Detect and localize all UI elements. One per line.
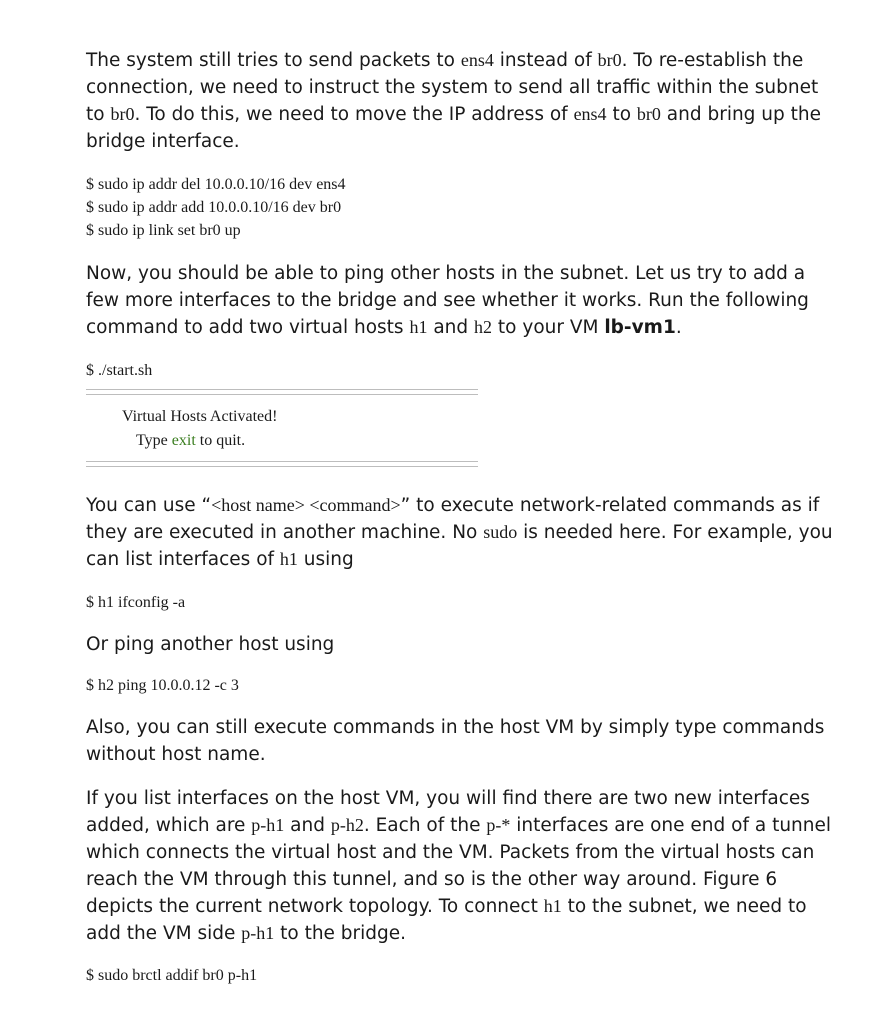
paragraph-host-commands: You can use “<host name> <command>” to execute network-related commands as if they are executed in another machine. No sudo is needed here. For example, you can list interfaces of h1 using: [86, 495, 833, 570]
inline-code: ens4: [573, 104, 607, 124]
inline-code: p-h1: [241, 923, 275, 943]
code-line: $ ./start.sh: [86, 362, 153, 379]
paragraph-tunnel: If you list interfaces on the host VM, you will find there are two new interfaces added, which are p-h1 and p-h2. Each of the p-* interfaces are one end of a tunnel which connects the virtual host and the VM. Packets from the virtual hosts can reach the VM through this tunnel, and so is the other way around. Figure 6 depicts the current network topology. To connect h1 to the subnet, we need to add the VM side p-h1 to the bridge.: [86, 788, 832, 944]
inline-code: h1: [279, 549, 298, 569]
inline-code: br0: [110, 104, 135, 124]
paragraph-bridge-intro: The system still tries to send packets to ens4 instead of br0. To re-establish the connection, we need to instruct the system to send all traffic within the subnet to br0. To do this, we need to move the IP address of ens4 to br0 and bring up the bridge interface.: [86, 50, 822, 152]
code-line: $ sudo ip link set br0 up: [86, 222, 241, 239]
code-line: $ sudo ip addr del 10.0.0.10/16 dev ens4: [86, 176, 346, 193]
inline-code: <host name> <command>: [211, 495, 401, 515]
paragraph-add-interfaces: Now, you should be able to ping other hosts in the subnet. Let us try to add a few more interfaces to the bridge and see whether it works. Run the following command to add two virtual hosts h1 and h2 to your VM lb-vm1.: [86, 263, 809, 338]
inline-code: ens4: [460, 50, 494, 70]
vm-name: lb-vm1: [604, 317, 676, 338]
inline-code: h1: [543, 896, 562, 916]
paragraph-ping: Or ping another host using: [86, 634, 335, 655]
exit-keyword: exit: [171, 432, 196, 449]
console-quit-hint: Type exit to quit.: [136, 432, 246, 449]
inline-code: h2: [474, 317, 493, 337]
code-line: $ h1 ifconfig -a: [86, 594, 186, 611]
console-divider-top: [86, 389, 478, 395]
console-divider-bottom: [86, 461, 478, 467]
inline-code: p-*: [486, 815, 511, 835]
code-line: $ sudo brctl addif br0 p-h1: [86, 967, 258, 984]
code-line: $ sudo ip addr add 10.0.0.10/16 dev br0: [86, 199, 342, 216]
paragraph-host-vm: Also, you can still execute commands in the host VM by simply type commands without host name.: [86, 717, 825, 765]
inline-code: p-h2: [330, 815, 364, 835]
inline-code: br0: [597, 50, 622, 70]
inline-code: br0: [636, 104, 661, 124]
console-message: Virtual Hosts Activated!: [122, 408, 278, 425]
inline-code: p-h1: [251, 815, 285, 835]
inline-code: sudo: [483, 522, 518, 542]
inline-code: h1: [409, 317, 428, 337]
code-line: $ h2 ping 10.0.0.12 -c 3: [86, 677, 239, 694]
